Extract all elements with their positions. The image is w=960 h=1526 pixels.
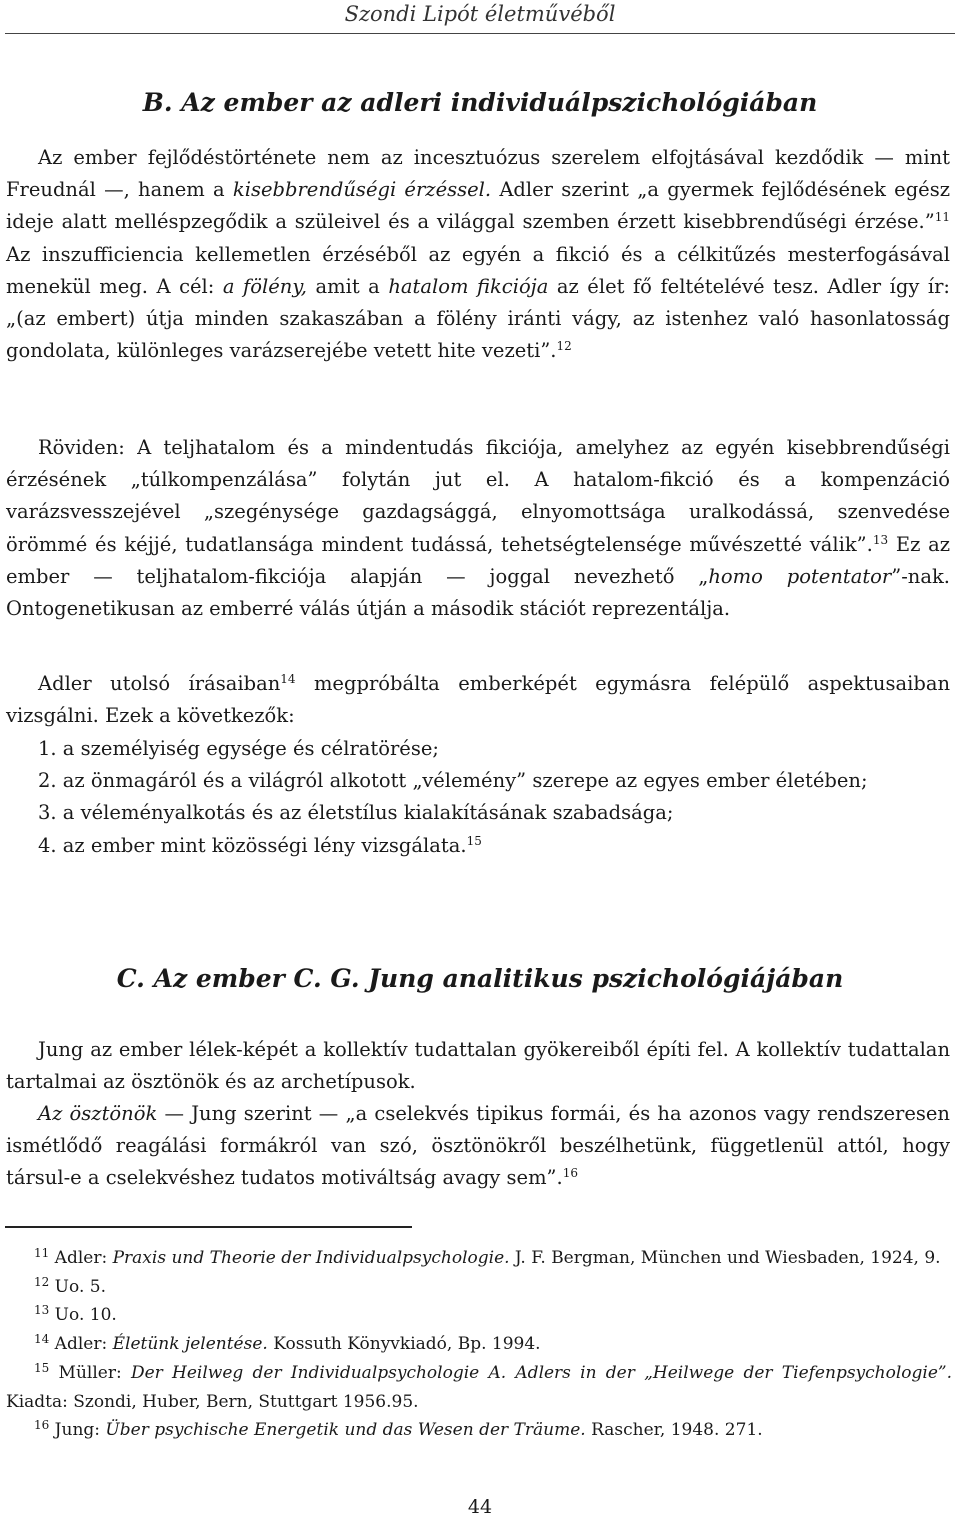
list-item-text: 3. a véleményalkotás és az életstílus kialakításának szabadsága; [38,801,674,825]
text-run: az élet fő feltételévé tesz. Adler így ír: „(az embert) útja minden szakaszában a fölény iránti vágy, az istenhez való hasonlatosság gondolata, különleges varázserejébe vetett hite vezeti”. [6,274,950,363]
list-item-text: 2. az önmagáról és a világról alkotott „vélemény” szerepe az egyes ember életében; [38,769,868,793]
italic-run: a fölény, [222,274,307,298]
text-run: ”-nak. Ontogenetikusan az emberré válás útján a második stációt reprezentálja. [6,564,951,621]
section-c-paragraph-1 [6,1034,950,1098]
section-b-paragraph-3 [6,668,950,732]
text-run: Adler utolsó írásaiban [38,672,281,695]
text-run: Kiadta: Szondi, Huber, Bern, Stuttgart 1956.95. [6,1391,419,1412]
list-item [38,830,950,862]
text-run: J. F. Bergman, München und Wiesbaden, 1924, 9. [509,1248,941,1268]
list-item [38,733,950,765]
footnote-rule [5,1226,412,1228]
footnote [6,1244,952,1273]
footnote-ref-13: 13 [872,532,889,547]
text-run: Uo. 5. [49,1276,106,1297]
footnote [6,1273,952,1302]
list-item-text: 4. az ember mint közösségi lény vizsgálata. [38,833,467,857]
footnote-ref-16: 16 [562,1166,579,1181]
footnote-ref-15: 15 [466,833,482,848]
text-run: Kossuth Könyvkiadó, Bp. 1994. [267,1334,541,1355]
footnote-number: 14 [34,1332,50,1347]
footnote [6,1301,952,1330]
italic-run: Der Heilweg der Individualpsychologie A. Adlers in der „Heilwege der Tiefenpsychologie”. [130,1362,953,1383]
italic-run: homo potentator [708,564,892,588]
text-run: Röviden: A teljhatalom és a mindentudás fikciója, amelyhez az egyén kisebbrendűségi érzésének „túlkompenzálása” folytán jut el. A hatalom-fikció és a kompenzáció varázsvesszejével „szegénysége gazdagsággá, elnyomottsága uralkodássá, szenvedése örömmé és kéjjé, tudatlansága mindent tudássá, tehetségtelensége művészetté válik”. [6,436,950,556]
italic-run: Az ösztönök [38,1102,158,1125]
text-run: — Jung szerint — „a cselekvés tipikus formái, és ha azonos vagy rendszeresen ismétlődő reagálási formákról van szó, ösztönökről beszélhetünk, függetlenül attól, hogy társul-e a cselekvéshez tudatos motiváltság avagy sem”. [6,1102,950,1190]
text-run: Jung az ember lélek-képét a kollektív tudattalan gyökereiből építi fel. A kollektív tudattalan tartalmai az ösztönök és az archetípusok. [6,1038,950,1094]
italic-run: Életünk jelentése. [112,1334,268,1355]
text-run: megpróbálta emberképét egymásra felépülő aspektusaiban vizsgálni. Ezek a következők: [6,672,951,728]
aspect-list [38,733,950,862]
section-b-paragraph-2 [6,432,950,625]
footnote-number: 13 [34,1303,50,1318]
italic-run: Praxis und Theorie der Individualpsychologie. [112,1248,510,1268]
text-run: amit a [306,274,389,298]
section-b-title: B. Az ember az adleri individuálpszichológiában [142,88,818,117]
section-b-paragraph-1 [6,142,950,367]
section-c-title: C. Az ember C. G. Jung analitikus pszichológiájában [116,964,844,993]
footnote-number: 12 [34,1274,50,1289]
italic-run: hatalom fikciója [388,274,549,298]
text-run: Müller: [49,1362,131,1383]
list-item-text: 1. a személyiség egysége és célratörése; [38,737,439,760]
section-c-paragraph-2 [6,1098,950,1195]
footnote [6,1416,952,1445]
list-item [38,765,950,797]
text-run: Ez az ember — teljhatalom-fikciója alapján — joggal nevezhető „ [6,532,950,588]
footnote-number: 16 [34,1418,50,1433]
text-run: Az inszufficiencia kellemetlen érzéséből az egyén a fikció és a célkitűzés mesterfogásával menekül meg. A cél: [6,242,950,298]
footnote-number: 15 [34,1360,50,1375]
page-number: 44 [467,1496,493,1518]
footnote [6,1330,952,1359]
italic-run: kisebbrendűségi érzéssel. [232,178,492,202]
footnote-ref-11: 11 [934,210,950,225]
list-item [38,797,950,829]
footnote-number: 11 [34,1246,50,1260]
text-run: Uo. 10. [49,1305,117,1326]
text-run: Adler szerint „a gyermek fejlődésének egész ideje alatt melléspzegődik a szüleivel és a világgal szemben érzett kisebbrendűségi érzése.” [6,178,951,234]
text-run: Az ember fejlődéstörténete nem az incesztuózus szerelem elfojtásával kezdődik — mint Freudnál —, hanem a [6,146,950,202]
text-run: Adler: [49,1248,113,1268]
italic-run: Über psychische Energetik und das Wesen der Träume. [105,1420,586,1441]
footnotes [6,1244,952,1445]
text-run: Adler: [49,1334,113,1355]
footnote-ref-12: 12 [556,339,572,354]
footnote-ref-14: 14 [280,672,296,686]
footnote [6,1359,952,1416]
text-run: Jung: [49,1420,106,1441]
text-run: Rascher, 1948. 271. [585,1420,763,1441]
running-head: Szondi Lipót életművéből [344,2,616,26]
header-rule [5,33,955,34]
